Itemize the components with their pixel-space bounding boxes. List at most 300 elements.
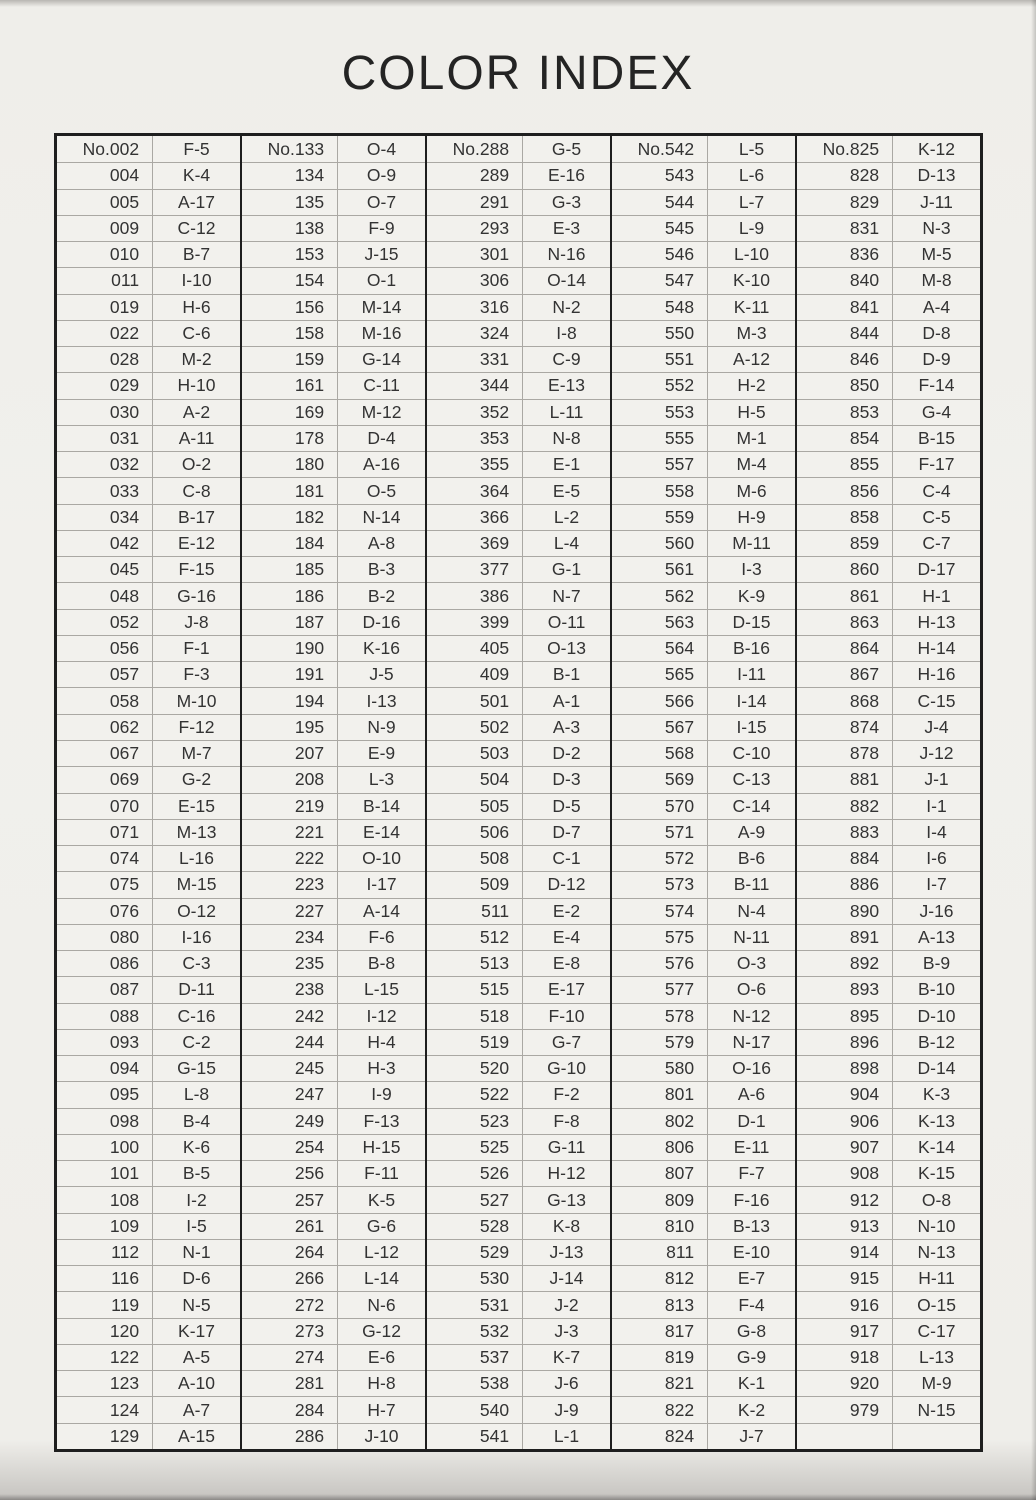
index-number-cell: 841 xyxy=(797,294,893,320)
index-number-cell: 568 xyxy=(612,740,708,766)
grid-reference-cell: M-7 xyxy=(153,740,240,766)
grid-reference-cell: H-6 xyxy=(153,294,240,320)
index-number-cell: 223 xyxy=(242,871,338,897)
grid-reference-cell: E-3 xyxy=(523,215,610,241)
grid-reference-cell: N-16 xyxy=(523,241,610,267)
grid-reference-cell: F-12 xyxy=(153,714,240,740)
column-group-1 xyxy=(57,136,242,1449)
index-number-cell: 032 xyxy=(57,451,153,477)
index-number-cell: 042 xyxy=(57,530,153,556)
index-number-cell: 274 xyxy=(242,1344,338,1370)
grid-reference-cell: O-10 xyxy=(338,845,425,871)
index-number-cell: 874 xyxy=(797,714,893,740)
grid-reference-cell: N-9 xyxy=(338,714,425,740)
index-number-cell: 161 xyxy=(242,372,338,398)
index-number-cell xyxy=(797,1423,893,1449)
grid-reference-cell: J-3 xyxy=(523,1318,610,1344)
index-number-cell: 918 xyxy=(797,1344,893,1370)
index-number-cell: No.002 xyxy=(57,136,153,162)
index-number-cell: 301 xyxy=(427,241,523,267)
index-number-cell: 537 xyxy=(427,1344,523,1370)
grid-reference-cell: G-14 xyxy=(338,346,425,372)
grid-reference-cell: D-9 xyxy=(893,346,980,372)
grid-reference-cell: K-9 xyxy=(708,582,795,608)
index-number-cell: 154 xyxy=(242,267,338,293)
grid-reference-cell: K-5 xyxy=(338,1186,425,1212)
grid-reference-cell: K-13 xyxy=(893,1108,980,1134)
index-number-cell: 249 xyxy=(242,1108,338,1134)
grid-reference-cell: D-2 xyxy=(523,740,610,766)
grid-reference-cell: I-7 xyxy=(893,871,980,897)
grid-reference-cell: N-6 xyxy=(338,1291,425,1317)
grid-reference-cell: E-17 xyxy=(523,976,610,1002)
grid-reference-cell: G-3 xyxy=(523,189,610,215)
index-number-cell: 540 xyxy=(427,1396,523,1422)
grid-reference-cell: D-12 xyxy=(523,871,610,897)
index-number-cell: 864 xyxy=(797,635,893,661)
index-number-cell: 316 xyxy=(427,294,523,320)
grid-reference-cell: J-9 xyxy=(523,1396,610,1422)
index-number-cell: 138 xyxy=(242,215,338,241)
grid-reference-cell: K-16 xyxy=(338,635,425,661)
index-number-cell: 561 xyxy=(612,556,708,582)
index-number-cell: 576 xyxy=(612,950,708,976)
grid-reference-cell: F-17 xyxy=(893,451,980,477)
index-number-cell: 207 xyxy=(242,740,338,766)
index-number-cell: 551 xyxy=(612,346,708,372)
grid-reference-cell: H-1 xyxy=(893,582,980,608)
grid-reference-cell: F-9 xyxy=(338,215,425,241)
grid-reference-cell: B-4 xyxy=(153,1108,240,1134)
grid-reference-cell: I-11 xyxy=(708,661,795,687)
index-number-cell: 532 xyxy=(427,1318,523,1344)
index-number-cell: 891 xyxy=(797,924,893,950)
index-number-cell: 185 xyxy=(242,556,338,582)
grid-reference-cell: O-8 xyxy=(893,1186,980,1212)
grid-reference-cell: H-10 xyxy=(153,372,240,398)
grid-reference-cell: J-12 xyxy=(893,740,980,766)
grid-reference-cell: E-10 xyxy=(708,1239,795,1265)
grid-reference-cell: B-11 xyxy=(708,871,795,897)
index-number-cell: 086 xyxy=(57,950,153,976)
index-number-cell: 169 xyxy=(242,399,338,425)
index-number-cell: 405 xyxy=(427,635,523,661)
index-number-cell: 069 xyxy=(57,766,153,792)
index-number-cell: 915 xyxy=(797,1265,893,1291)
index-number-cell: 094 xyxy=(57,1055,153,1081)
index-number-cell: 895 xyxy=(797,1003,893,1029)
grid-reference-cell: F-7 xyxy=(708,1160,795,1186)
grid-reference-cell: A-3 xyxy=(523,714,610,740)
index-number-cell: 920 xyxy=(797,1370,893,1396)
column-group-3 xyxy=(427,136,612,1449)
index-number-cell: 074 xyxy=(57,845,153,871)
index-number-cell: 108 xyxy=(57,1186,153,1212)
index-number-cell: 828 xyxy=(797,162,893,188)
index-number-cell: 501 xyxy=(427,687,523,713)
grid-reference-cell: A-6 xyxy=(708,1081,795,1107)
index-number-cell: 515 xyxy=(427,976,523,1002)
index-number-cell: 153 xyxy=(242,241,338,267)
grid-reference-cell: B-5 xyxy=(153,1160,240,1186)
index-number-cell: 569 xyxy=(612,766,708,792)
index-number-cell: 812 xyxy=(612,1265,708,1291)
grid-reference-cell: G-6 xyxy=(338,1213,425,1239)
index-number-cell: 913 xyxy=(797,1213,893,1239)
index-number-cell: 124 xyxy=(57,1396,153,1422)
grid-reference-cell: M-10 xyxy=(153,687,240,713)
grid-reference-cell: M-3 xyxy=(708,320,795,346)
index-number-cell: 135 xyxy=(242,189,338,215)
index-number-cell: 906 xyxy=(797,1108,893,1134)
grid-reference-cell: L-12 xyxy=(338,1239,425,1265)
index-number-cell: 575 xyxy=(612,924,708,950)
index-number-cell: 386 xyxy=(427,582,523,608)
grid-reference-cell: A-2 xyxy=(153,399,240,425)
index-number-cell: 564 xyxy=(612,635,708,661)
grid-reference-cell: O-14 xyxy=(523,267,610,293)
grid-reference-cell: M-5 xyxy=(893,241,980,267)
index-number-cell: 004 xyxy=(57,162,153,188)
grid-reference-cell: D-11 xyxy=(153,976,240,1002)
grid-reference-cell: B-14 xyxy=(338,793,425,819)
grid-reference-cell: A-11 xyxy=(153,425,240,451)
grid-reference-cell: L-15 xyxy=(338,976,425,1002)
index-number-cell: 520 xyxy=(427,1055,523,1081)
index-number-cell: 896 xyxy=(797,1029,893,1055)
grid-reference-cell: K-8 xyxy=(523,1213,610,1239)
grid-reference-cell: F-8 xyxy=(523,1108,610,1134)
index-number-cell: 080 xyxy=(57,924,153,950)
index-number-cell: 844 xyxy=(797,320,893,346)
index-number-cell: 567 xyxy=(612,714,708,740)
index-number-cell: 286 xyxy=(242,1423,338,1449)
index-number-cell: 180 xyxy=(242,451,338,477)
grid-reference-cell: H-7 xyxy=(338,1396,425,1422)
grid-reference-cell: C-9 xyxy=(523,346,610,372)
index-number-cell: 508 xyxy=(427,845,523,871)
grid-reference-cell: K-17 xyxy=(153,1318,240,1344)
index-number-cell: 863 xyxy=(797,609,893,635)
grid-reference-cell: J-15 xyxy=(338,241,425,267)
index-number-cell: 181 xyxy=(242,477,338,503)
grid-reference-cell: H-5 xyxy=(708,399,795,425)
index-number-cell: 005 xyxy=(57,189,153,215)
index-number-cell: 822 xyxy=(612,1396,708,1422)
index-number-cell: 019 xyxy=(57,294,153,320)
index-number-cell: 364 xyxy=(427,477,523,503)
index-number-cell: 565 xyxy=(612,661,708,687)
index-number-cell: 504 xyxy=(427,766,523,792)
grid-reference-cell: N-10 xyxy=(893,1213,980,1239)
index-number-cell: 221 xyxy=(242,819,338,845)
index-number-cell: 574 xyxy=(612,898,708,924)
index-number-cell: 291 xyxy=(427,189,523,215)
index-number-cell: 182 xyxy=(242,504,338,530)
grid-reference-cell: F-3 xyxy=(153,661,240,687)
index-number-cell: 898 xyxy=(797,1055,893,1081)
index-number-cell: 129 xyxy=(57,1423,153,1449)
index-number-cell: 352 xyxy=(427,399,523,425)
grid-reference-cell: D-3 xyxy=(523,766,610,792)
grid-reference-cell: B-2 xyxy=(338,582,425,608)
index-number-cell: No.542 xyxy=(612,136,708,162)
grid-reference-cell: N-14 xyxy=(338,504,425,530)
grid-reference-cell: C-5 xyxy=(893,504,980,530)
index-number-cell: 399 xyxy=(427,609,523,635)
grid-reference-cell: E-15 xyxy=(153,793,240,819)
grid-reference-cell: B-13 xyxy=(708,1213,795,1239)
grid-reference-cell: J-4 xyxy=(893,714,980,740)
index-number-cell: 293 xyxy=(427,215,523,241)
grid-reference-cell: L-6 xyxy=(708,162,795,188)
index-number-cell: 505 xyxy=(427,793,523,819)
grid-reference-cell: K-4 xyxy=(153,162,240,188)
index-number-cell: 809 xyxy=(612,1186,708,1212)
grid-reference-cell: I-5 xyxy=(153,1213,240,1239)
index-number-cell: 802 xyxy=(612,1108,708,1134)
grid-reference-cell: E-7 xyxy=(708,1265,795,1291)
index-number-cell: 120 xyxy=(57,1318,153,1344)
index-number-cell: 272 xyxy=(242,1291,338,1317)
index-number-cell: 219 xyxy=(242,793,338,819)
color-index-table xyxy=(54,133,983,1452)
index-number-cell: 810 xyxy=(612,1213,708,1239)
grid-reference-cell: B-8 xyxy=(338,950,425,976)
grid-reference-cell: H-4 xyxy=(338,1029,425,1055)
index-number-cell: 031 xyxy=(57,425,153,451)
index-number-cell: 208 xyxy=(242,766,338,792)
index-number-cell: 538 xyxy=(427,1370,523,1396)
grid-reference-cell: J-6 xyxy=(523,1370,610,1396)
grid-reference-cell: D-5 xyxy=(523,793,610,819)
grid-reference-cell: L-4 xyxy=(523,530,610,556)
index-number-cell: 087 xyxy=(57,976,153,1002)
grid-reference-cell: A-13 xyxy=(893,924,980,950)
index-number-cell: 821 xyxy=(612,1370,708,1396)
grid-reference-cell: J-14 xyxy=(523,1265,610,1291)
grid-reference-cell: J-11 xyxy=(893,189,980,215)
grid-reference-cell: J-8 xyxy=(153,609,240,635)
grid-reference-cell: B-10 xyxy=(893,976,980,1002)
grid-reference-cell: N-3 xyxy=(893,215,980,241)
index-number-cell: 547 xyxy=(612,267,708,293)
grid-reference-cell: H-3 xyxy=(338,1055,425,1081)
grid-reference-cell: H-11 xyxy=(893,1265,980,1291)
grid-reference-cell: B-17 xyxy=(153,504,240,530)
grid-reference-cell: E-1 xyxy=(523,451,610,477)
index-number-cell: 859 xyxy=(797,530,893,556)
index-number-cell: 254 xyxy=(242,1134,338,1160)
index-number-cell: 555 xyxy=(612,425,708,451)
index-number-cell: No.825 xyxy=(797,136,893,162)
index-number-cell: 071 xyxy=(57,819,153,845)
index-number-cell: 058 xyxy=(57,687,153,713)
index-number-cell: 543 xyxy=(612,162,708,188)
index-number-cell: 355 xyxy=(427,451,523,477)
grid-reference-cell: E-4 xyxy=(523,924,610,950)
grid-reference-cell: O-7 xyxy=(338,189,425,215)
index-number-cell: 893 xyxy=(797,976,893,1002)
index-number-cell: 572 xyxy=(612,845,708,871)
grid-reference-cell: D-1 xyxy=(708,1108,795,1134)
index-number-cell: 112 xyxy=(57,1239,153,1265)
grid-reference-cell: A-14 xyxy=(338,898,425,924)
grid-reference-cell: A-16 xyxy=(338,451,425,477)
grid-reference-cell: I-9 xyxy=(338,1081,425,1107)
grid-reference-cell: C-3 xyxy=(153,950,240,976)
grid-reference-cell: G-16 xyxy=(153,582,240,608)
grid-reference-cell: O-16 xyxy=(708,1055,795,1081)
grid-reference-cell: K-7 xyxy=(523,1344,610,1370)
grid-reference-cell: H-13 xyxy=(893,609,980,635)
grid-reference-cell: F-16 xyxy=(708,1186,795,1212)
index-number-cell: 098 xyxy=(57,1108,153,1134)
index-number-cell: 101 xyxy=(57,1160,153,1186)
index-number-cell: 134 xyxy=(242,162,338,188)
grid-reference-cell: O-15 xyxy=(893,1291,980,1317)
grid-reference-cell: N-8 xyxy=(523,425,610,451)
index-number-cell: 854 xyxy=(797,425,893,451)
index-number-cell: 123 xyxy=(57,1370,153,1396)
index-number-cell: 530 xyxy=(427,1265,523,1291)
index-number-cell: 076 xyxy=(57,898,153,924)
grid-reference-cell: M-4 xyxy=(708,451,795,477)
grid-reference-cell: E-12 xyxy=(153,530,240,556)
index-number-cell: 067 xyxy=(57,740,153,766)
index-number-cell: 850 xyxy=(797,372,893,398)
index-number-cell: 011 xyxy=(57,267,153,293)
grid-reference-cell: H-9 xyxy=(708,504,795,530)
index-number-cell: 184 xyxy=(242,530,338,556)
grid-reference-cell: D-16 xyxy=(338,609,425,635)
grid-reference-cell: F-15 xyxy=(153,556,240,582)
index-number-cell: 502 xyxy=(427,714,523,740)
index-number-cell: 523 xyxy=(427,1108,523,1134)
grid-reference-cell: I-2 xyxy=(153,1186,240,1212)
index-number-cell: 409 xyxy=(427,661,523,687)
grid-reference-cell: O-5 xyxy=(338,477,425,503)
grid-reference-cell: E-13 xyxy=(523,372,610,398)
grid-reference-cell: O-1 xyxy=(338,267,425,293)
index-number-cell: 227 xyxy=(242,898,338,924)
grid-reference-cell: K-11 xyxy=(708,294,795,320)
grid-reference-cell: I-10 xyxy=(153,267,240,293)
index-number-cell: 860 xyxy=(797,556,893,582)
grid-reference-cell: A-17 xyxy=(153,189,240,215)
grid-reference-cell xyxy=(893,1423,980,1449)
grid-reference-cell: B-3 xyxy=(338,556,425,582)
grid-reference-cell: C-8 xyxy=(153,477,240,503)
index-number-cell: 284 xyxy=(242,1396,338,1422)
grid-reference-cell: C-4 xyxy=(893,477,980,503)
grid-reference-cell: O-12 xyxy=(153,898,240,924)
grid-reference-cell: F-2 xyxy=(523,1081,610,1107)
grid-reference-cell: E-8 xyxy=(523,950,610,976)
grid-reference-cell: M-16 xyxy=(338,320,425,346)
index-number-cell: 062 xyxy=(57,714,153,740)
index-number-cell: 829 xyxy=(797,189,893,215)
grid-reference-cell: M-15 xyxy=(153,871,240,897)
index-number-cell: 009 xyxy=(57,215,153,241)
index-number-cell: 886 xyxy=(797,871,893,897)
grid-reference-cell: E-6 xyxy=(338,1344,425,1370)
grid-reference-cell: B-9 xyxy=(893,950,980,976)
index-number-cell: 010 xyxy=(57,241,153,267)
index-number-cell: 558 xyxy=(612,477,708,503)
index-number-cell: 238 xyxy=(242,976,338,1002)
index-number-cell: 916 xyxy=(797,1291,893,1317)
grid-reference-cell: O-13 xyxy=(523,635,610,661)
index-number-cell: 566 xyxy=(612,687,708,713)
index-number-cell: 256 xyxy=(242,1160,338,1186)
grid-reference-cell: G-11 xyxy=(523,1134,610,1160)
grid-reference-cell: G-15 xyxy=(153,1055,240,1081)
index-number-cell: 247 xyxy=(242,1081,338,1107)
grid-reference-cell: G-10 xyxy=(523,1055,610,1081)
grid-reference-cell: O-11 xyxy=(523,609,610,635)
grid-reference-cell: F-10 xyxy=(523,1003,610,1029)
grid-reference-cell: E-11 xyxy=(708,1134,795,1160)
index-number-cell: No.133 xyxy=(242,136,338,162)
grid-reference-cell: I-1 xyxy=(893,793,980,819)
grid-reference-cell: K-12 xyxy=(918,138,955,159)
index-number-cell: 552 xyxy=(612,372,708,398)
index-number-cell: 858 xyxy=(797,504,893,530)
index-number-cell: 550 xyxy=(612,320,708,346)
grid-reference-cell: M-2 xyxy=(153,346,240,372)
grid-reference-cell: H-14 xyxy=(893,635,980,661)
grid-reference-cell: I-15 xyxy=(708,714,795,740)
index-number-cell: 579 xyxy=(612,1029,708,1055)
index-number-cell: 840 xyxy=(797,267,893,293)
index-number-cell: 034 xyxy=(57,504,153,530)
index-number-cell: 512 xyxy=(427,924,523,950)
grid-reference-cell: N-13 xyxy=(893,1239,980,1265)
grid-reference-cell: L-9 xyxy=(708,215,795,241)
grid-reference-cell: F-6 xyxy=(338,924,425,950)
grid-reference-cell: B-6 xyxy=(708,845,795,871)
index-number-cell: 056 xyxy=(57,635,153,661)
grid-reference-cell: C-17 xyxy=(893,1318,980,1344)
index-number-cell: 868 xyxy=(797,687,893,713)
index-number-cell: 244 xyxy=(242,1029,338,1055)
grid-reference-cell: H-12 xyxy=(523,1160,610,1186)
index-number-cell: 353 xyxy=(427,425,523,451)
grid-reference-cell: K-1 xyxy=(708,1370,795,1396)
index-number-cell: 119 xyxy=(57,1291,153,1317)
index-number-cell: 892 xyxy=(797,950,893,976)
index-number-cell: 045 xyxy=(57,556,153,582)
index-number-cell: 289 xyxy=(427,162,523,188)
grid-reference-cell: K-15 xyxy=(893,1160,980,1186)
index-number-cell: 541 xyxy=(427,1423,523,1449)
grid-reference-cell: L-5 xyxy=(738,138,765,159)
index-number-cell: 522 xyxy=(427,1081,523,1107)
grid-reference-cell: C-10 xyxy=(708,740,795,766)
index-number-cell: 033 xyxy=(57,477,153,503)
index-number-cell: 122 xyxy=(57,1344,153,1370)
grid-reference-cell: K-10 xyxy=(708,267,795,293)
grid-reference-cell: M-14 xyxy=(338,294,425,320)
index-number-cell: 811 xyxy=(612,1239,708,1265)
index-number-cell: 546 xyxy=(612,241,708,267)
index-number-cell: 904 xyxy=(797,1081,893,1107)
index-number-cell: 178 xyxy=(242,425,338,451)
grid-reference-cell: E-14 xyxy=(338,819,425,845)
grid-reference-cell: H-2 xyxy=(708,372,795,398)
grid-reference-cell: M-9 xyxy=(893,1370,980,1396)
